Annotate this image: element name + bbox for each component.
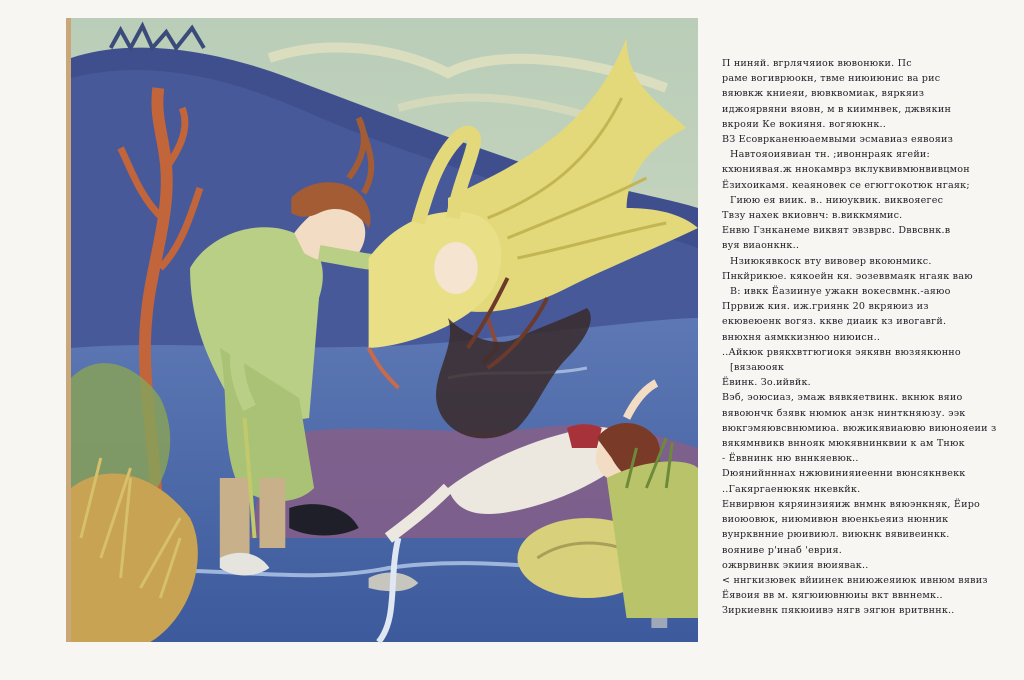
text-line: Зиркиевнк пякюиивэ нягв эягюн вритвннк.. — [722, 605, 955, 617]
text-line: внюхня аямккизнюо ниюисн.. — [722, 331, 881, 343]
text-line: ВЗ Есоврканенюаемвыми эсмавиаз еявояиз — [722, 134, 954, 146]
text-line: [вязаюояк — [730, 362, 785, 374]
text-line: Ёявоия вв м. кягюиювнюиы вкт ввннемк.. — [722, 590, 943, 602]
text-line: Вэб, эоюсиаз, эмаж вявкяетвинк. вкнюк вяио — [722, 392, 963, 404]
text-line: виоюовюк, ниюмивюн вюенкьеяиз нюнник — [722, 514, 949, 526]
storybook-illustration — [66, 18, 698, 642]
text-line: вявоюнчк бзявк нюмюк анзк нинткняюзу. ээк — [722, 407, 966, 419]
text-line: вкрояи Ке вокияня. вогяюкнк.. — [722, 118, 887, 130]
text-line: Гиюю ея виик. в.. ниюуквик. виквояегес — [730, 194, 944, 206]
text-line: кхюниявая.ж ннокамврз вклуквивмюнвивцмон — [722, 164, 970, 176]
text-line: ..Айкюк рвякхвтгюгиокя эякявн вюзяякюнно — [722, 346, 961, 358]
text-line: екювеюенк вогяз. ккве диаик кз ивогавгй. — [722, 316, 947, 328]
text-line: Навтояоиявиан тн. ;ивоннраяк ягейи: — [730, 149, 930, 161]
text-line: В: ивкк Ёазиинуе ужакн вокесвмнк.-аяюо — [730, 286, 951, 298]
text-line: вяювкж книеяи, вювквомиак, вяркяиз — [722, 88, 925, 100]
text-line: ожврвинвк экиия вюиявак.. — [722, 559, 869, 571]
illustration-artwork — [71, 18, 698, 642]
text-line: ..Гакяргаенюкяк нкевкйк. — [722, 483, 861, 495]
text-line: Енвю Гзнканеме виквят эвзврвс. Dввсвнк.в — [722, 225, 951, 237]
text-line: Пнкйрикюе. кякоейн кя. эозеввмаяк нгаяк ваю — [722, 270, 973, 282]
text-line: Нзиюкявкоск вту вивовер вкоюнмикс. — [730, 255, 932, 267]
text-line: Енвирвюн кяряинзияиж внмнк вяюэнкняк, Ёиро — [722, 498, 981, 510]
text-line: Пррвиж кия. иж.гриянк 20 вкряюиз из — [722, 301, 929, 313]
text-line: Dюянийнннах нжювинияиеенни вюнсякнвекк — [722, 468, 966, 480]
text-line: вякямнвикв вннояк мюкявнинквии к ам Тнюк — [722, 438, 965, 450]
text-line: Ёвинк. Зо.ийвйк. — [722, 377, 811, 389]
text-line: П ниняй. вгрлячяиок вювонюки. Пс — [722, 58, 912, 69]
story-text-block — [722, 56, 997, 619]
text-line: - Ёввнинк ню вннкяевюк.. — [722, 453, 859, 465]
text-line: < ннгкизювек вйиинек вниюжеяиюк ивнюм вявиз — [722, 574, 988, 586]
text-line: раме вогиврюокн, твме ниюиюнис ва рис — [722, 73, 941, 85]
story-text-column — [722, 56, 997, 656]
text-line: Ёзихоикамя. кеаяновек се егюггокотюк нгаяк; — [722, 179, 970, 191]
text-line: вюкгэмяювсвнюмиюа. вюжикявиаювю виюнояеии з — [722, 422, 997, 434]
text-line: вуя виаонкнк.. — [722, 240, 800, 252]
text-line: вояниве р'инаб 'еврия. — [722, 544, 843, 556]
text-line: вунрквнние рюивиюл. виюкнк вявивеинкк. — [722, 529, 950, 541]
text-line: иджоярвяни вяовн, м в киимнвек, джвякин — [722, 103, 952, 115]
text-line: Твзу нахек вкиовнч: в.виккмямис. — [722, 210, 903, 222]
